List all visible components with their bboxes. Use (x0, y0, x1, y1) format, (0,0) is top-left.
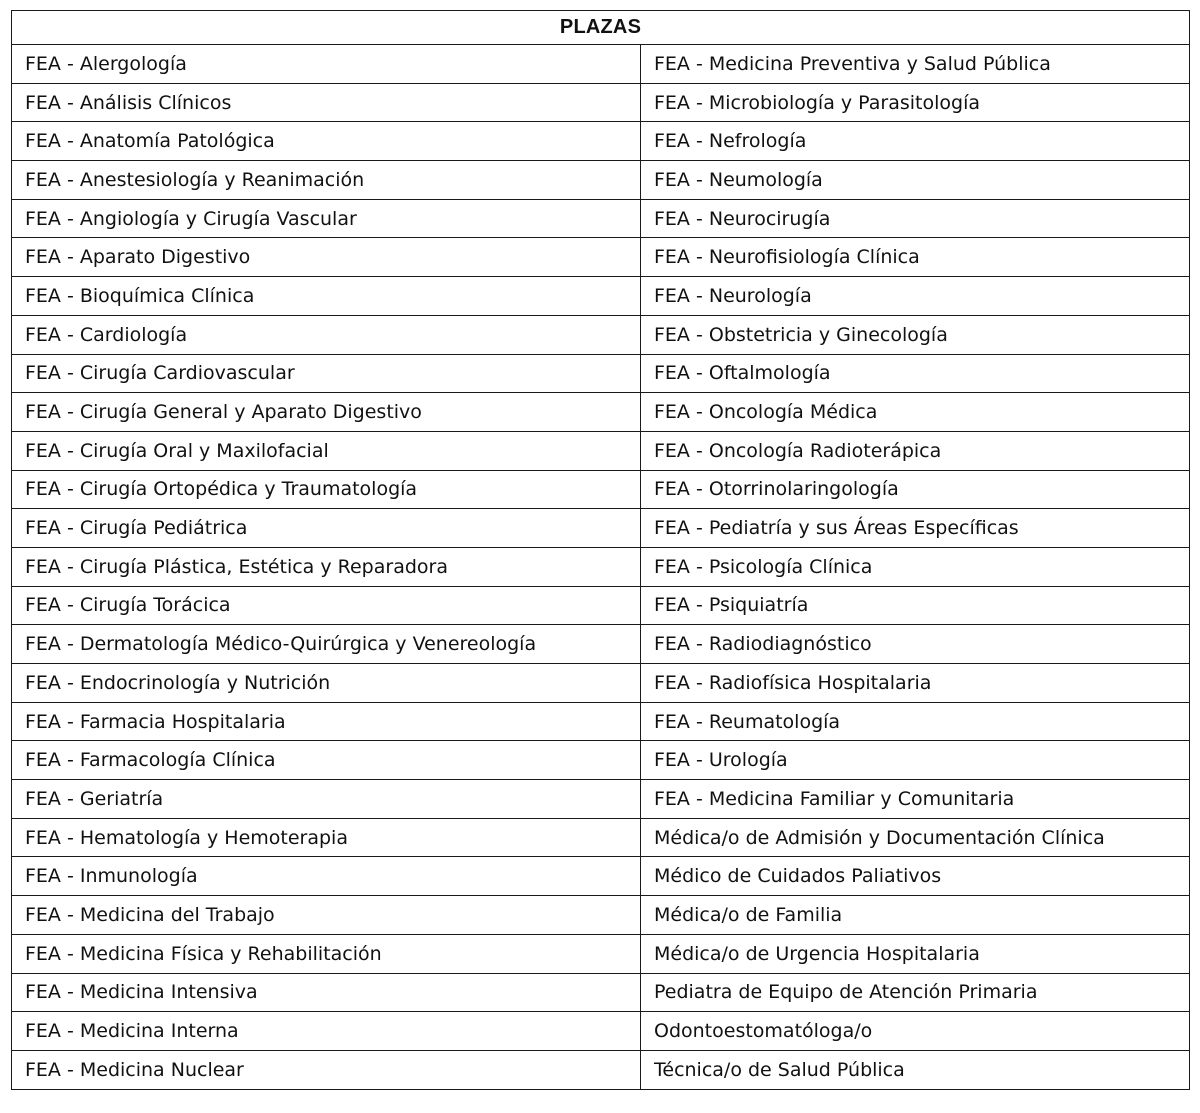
plaza-cell-left: FEA - Endocrinología y Nutrición (12, 664, 641, 703)
plaza-cell-right: FEA - Neurofisiología Clínica (641, 238, 1190, 277)
table-row (12, 934, 1190, 973)
plaza-cell-right: FEA - Microbiología y Parasitología (641, 83, 1190, 122)
table-row (12, 277, 1190, 316)
plaza-cell-left: FEA - Cirugía General y Aparato Digestivo (12, 393, 641, 432)
plaza-cell-left: FEA - Hematología y Hemoterapia (12, 818, 641, 857)
plaza-cell-right: FEA - Radiodiagnóstico (641, 625, 1190, 664)
header-row (12, 11, 1190, 45)
table-row (12, 470, 1190, 509)
plaza-cell-left: FEA - Cirugía Pediátrica (12, 509, 641, 548)
plaza-cell-left: FEA - Aparato Digestivo (12, 238, 641, 277)
plaza-cell-left: FEA - Dermatología Médico-Quirúrgica y Venereología (12, 625, 641, 664)
plaza-cell-left: FEA - Medicina Física y Rehabilitación (12, 934, 641, 973)
plaza-cell-left: FEA - Medicina Nuclear (12, 1050, 641, 1089)
plaza-cell-right: FEA - Medicina Preventiva y Salud Pública (641, 45, 1190, 84)
table-row (12, 818, 1190, 857)
plaza-cell-right: FEA - Reumatología (641, 702, 1190, 741)
table-row (12, 509, 1190, 548)
plaza-cell-left: FEA - Farmacología Clínica (12, 741, 641, 780)
plaza-cell-right: FEA - Psiquiatría (641, 586, 1190, 625)
plaza-cell-right: FEA - Radiofísica Hospitalaria (641, 664, 1190, 703)
table-body (12, 45, 1190, 1090)
table-row (12, 238, 1190, 277)
plaza-cell-left: FEA - Cirugía Torácica (12, 586, 641, 625)
plaza-cell-right: FEA - Oncología Médica (641, 393, 1190, 432)
plaza-cell-right: Odontoestomatóloga/o (641, 1012, 1190, 1051)
table-row (12, 1050, 1190, 1089)
plaza-cell-left: FEA - Bioquímica Clínica (12, 277, 641, 316)
table-row (12, 973, 1190, 1012)
plaza-cell-left: FEA - Análisis Clínicos (12, 83, 641, 122)
plaza-cell-left: FEA - Angiología y Cirugía Vascular (12, 199, 641, 238)
table-row (12, 354, 1190, 393)
plaza-cell-left: FEA - Medicina del Trabajo (12, 896, 641, 935)
plaza-cell-right: FEA - Medicina Familiar y Comunitaria (641, 780, 1190, 819)
table-row (12, 625, 1190, 664)
plaza-cell-left: FEA - Cirugía Ortopédica y Traumatología (12, 470, 641, 509)
plaza-cell-right: FEA - Obstetricia y Ginecología (641, 315, 1190, 354)
plaza-cell-right: FEA - Neumología (641, 161, 1190, 200)
plaza-cell-right: FEA - Psicología Clínica (641, 547, 1190, 586)
table-row (12, 896, 1190, 935)
table-row (12, 741, 1190, 780)
plaza-cell-right: FEA - Neurología (641, 277, 1190, 316)
table-row (12, 161, 1190, 200)
plaza-cell-left: FEA - Medicina Intensiva (12, 973, 641, 1012)
plaza-cell-left: FEA - Geriatría (12, 780, 641, 819)
plaza-cell-right: FEA - Otorrinolaringología (641, 470, 1190, 509)
plaza-cell-right: Técnica/o de Salud Pública (641, 1050, 1190, 1089)
plaza-cell-left: FEA - Inmunología (12, 857, 641, 896)
plaza-cell-right: Médica/o de Admisión y Documentación Clínica (641, 818, 1190, 857)
table-row (12, 45, 1190, 84)
table-row (12, 83, 1190, 122)
plaza-cell-right: FEA - Oncología Radioterápica (641, 431, 1190, 470)
plaza-cell-left: FEA - Alergología (12, 45, 641, 84)
table-row (12, 857, 1190, 896)
plaza-cell-right: Pediatra de Equipo de Atención Primaria (641, 973, 1190, 1012)
plaza-cell-left: FEA - Cirugía Plástica, Estética y Reparadora (12, 547, 641, 586)
plaza-cell-left: FEA - Farmacia Hospitalaria (12, 702, 641, 741)
plaza-cell-right: Médica/o de Urgencia Hospitalaria (641, 934, 1190, 973)
plaza-cell-right: FEA - Nefrología (641, 122, 1190, 161)
plaza-cell-left: FEA - Anestesiología y Reanimación (12, 161, 641, 200)
table-row (12, 122, 1190, 161)
plaza-cell-right: FEA - Neurocirugía (641, 199, 1190, 238)
plaza-cell-right: Médico de Cuidados Paliativos (641, 857, 1190, 896)
plaza-cell-left: FEA - Cirugía Cardiovascular (12, 354, 641, 393)
plaza-cell-right: FEA - Pediatría y sus Áreas Específicas (641, 509, 1190, 548)
plazas-table (11, 10, 1190, 1090)
plaza-cell-left: FEA - Cirugía Oral y Maxilofacial (12, 431, 641, 470)
plaza-cell-right: FEA - Urología (641, 741, 1190, 780)
table-row (12, 664, 1190, 703)
table-row (12, 702, 1190, 741)
table-head (12, 11, 1190, 45)
table-row (12, 431, 1190, 470)
table-row (12, 1012, 1190, 1051)
table-row (12, 780, 1190, 819)
plaza-cell-right: FEA - Oftalmología (641, 354, 1190, 393)
table-row (12, 393, 1190, 432)
plaza-cell-left: FEA - Medicina Interna (12, 1012, 641, 1051)
plaza-cell-right: Médica/o de Familia (641, 896, 1190, 935)
table-row (12, 315, 1190, 354)
plaza-cell-left: FEA - Anatomía Patológica (12, 122, 641, 161)
table-row (12, 199, 1190, 238)
table-row (12, 586, 1190, 625)
table-title: PLAZAS (12, 11, 1190, 45)
table-row (12, 547, 1190, 586)
plaza-cell-left: FEA - Cardiología (12, 315, 641, 354)
